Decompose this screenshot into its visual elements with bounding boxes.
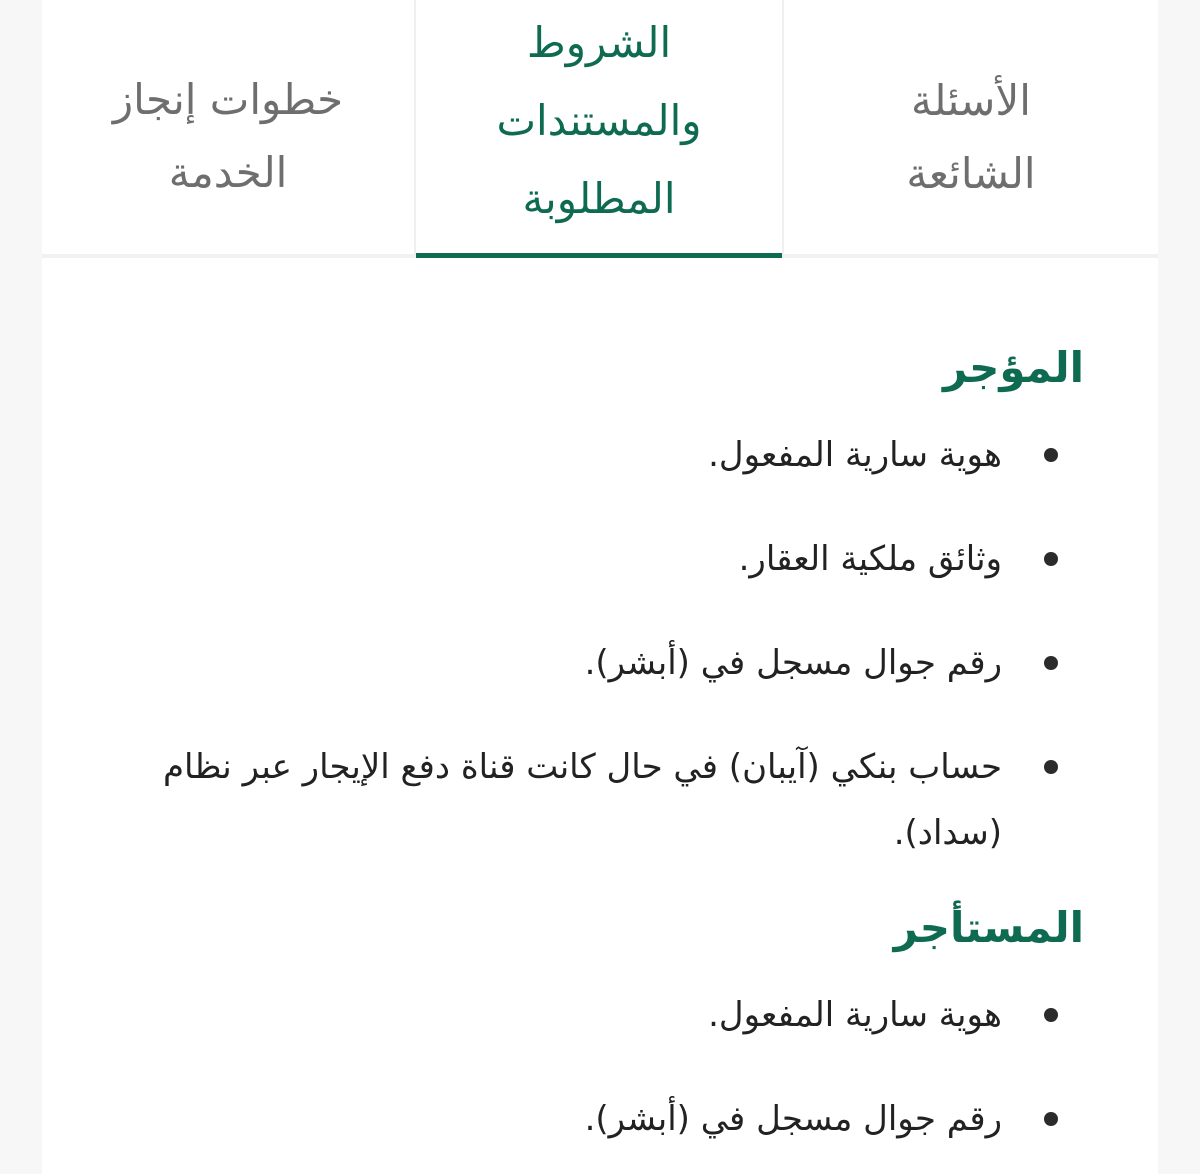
list-item — [128, 982, 1058, 1048]
section-title-lessor: المؤجر — [942, 343, 1084, 392]
bullet-icon — [1044, 448, 1058, 462]
tab-conditions-line3: المطلوبة — [522, 174, 676, 223]
tab-faq[interactable] — [784, 0, 1158, 258]
tab-faq-label — [906, 44, 1035, 210]
section-title-tenant: المستأجر — [893, 903, 1084, 952]
list-item — [128, 526, 1058, 592]
list-item — [128, 422, 1058, 488]
tab-conditions-line2: والمستندات — [496, 96, 702, 145]
bullet-icon — [1044, 656, 1058, 670]
list-item-text: هوية سارية المفعول. — [708, 435, 1002, 475]
list-item-text: رقم جوال مسجل في (أبشر). — [584, 643, 1002, 683]
tab-bar — [42, 0, 1158, 258]
tab-conditions-line1: الشروط — [526, 18, 672, 67]
tab-service-steps-label — [113, 45, 343, 209]
tab-service-steps[interactable] — [42, 0, 414, 258]
bullet-icon — [1044, 552, 1058, 566]
tab-panel-conditions — [42, 258, 1158, 1174]
list-item-text: رقم جوال مسجل في (أبشر). — [584, 1099, 1002, 1139]
tab-faq-line1: الأسئلة — [911, 76, 1031, 125]
list-item-text: حساب بنكي (آيبان) في حال كانت قناة دفع الإيجار عبر نظام (سداد). — [163, 747, 1002, 853]
list-item-text: وثائق ملكية العقار. — [738, 539, 1002, 579]
bullet-icon — [1044, 1112, 1058, 1126]
tab-conditions-documents-label — [496, 4, 701, 254]
bullet-icon — [1044, 1008, 1058, 1022]
tab-service-steps-line2: الخدمة — [168, 148, 288, 197]
tab-conditions-documents[interactable] — [414, 0, 784, 258]
list-item-text: هوية سارية المفعول. — [708, 995, 1002, 1035]
bullet-icon — [1044, 760, 1058, 774]
list-item — [128, 630, 1058, 696]
list-item — [128, 734, 1058, 866]
list-item — [128, 1086, 1058, 1152]
tab-faq-line2: الشائعة — [906, 149, 1036, 198]
tab-service-steps-line1: خطوات إنجاز — [112, 75, 344, 124]
